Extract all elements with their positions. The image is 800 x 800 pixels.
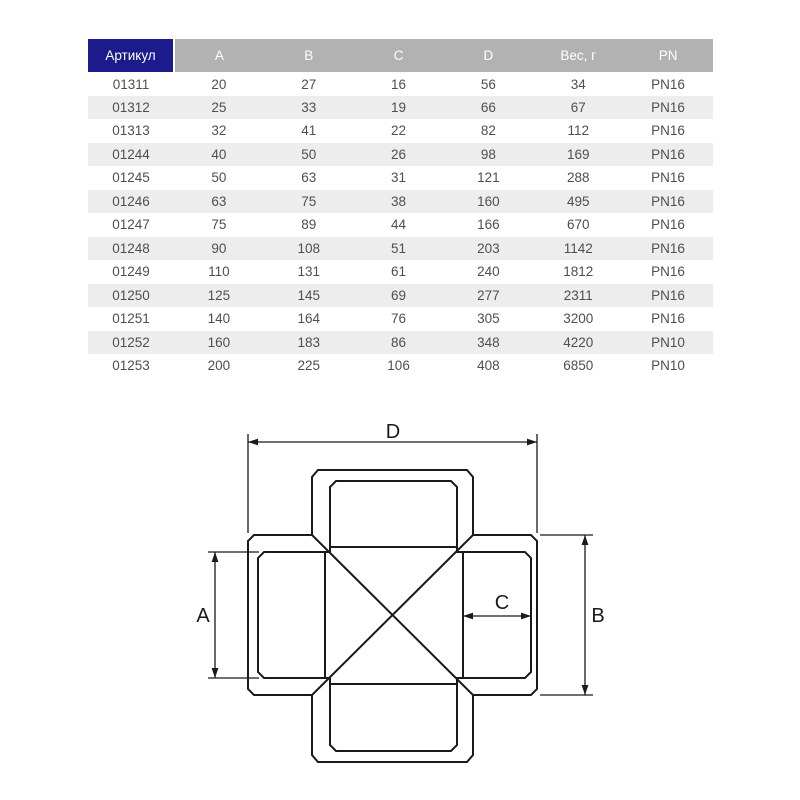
table-cell: 408 (443, 354, 533, 378)
table-cell: 3200 (533, 307, 623, 331)
table-cell: 22 (354, 119, 444, 143)
table-cell: 110 (174, 260, 264, 284)
table-cell: 01313 (88, 119, 174, 143)
table-cell: PN16 (623, 72, 713, 96)
table-cell: 01247 (88, 213, 174, 237)
table-cell: 90 (174, 237, 264, 261)
table-cell: 160 (443, 190, 533, 214)
table-cell: 225 (264, 354, 354, 378)
table-cell: 33 (264, 96, 354, 120)
table-row (88, 72, 713, 96)
table-cell: 106 (354, 354, 444, 378)
table-row (88, 237, 713, 261)
table-row (88, 119, 713, 143)
table-cell: 01311 (88, 72, 174, 96)
table-cell: 01250 (88, 284, 174, 308)
table-cell: 670 (533, 213, 623, 237)
column-header: Вес, г (533, 39, 623, 72)
dimension-b (540, 535, 605, 695)
table-cell: 305 (443, 307, 533, 331)
table-cell: PN10 (623, 354, 713, 378)
table-cell: 4220 (533, 331, 623, 355)
table-cell: 01248 (88, 237, 174, 261)
table-cell: 183 (264, 331, 354, 355)
dimension-d (248, 421, 537, 533)
table-cell: PN16 (623, 237, 713, 261)
right-socket-bore (463, 552, 531, 678)
table-cell: 66 (443, 96, 533, 120)
table-cell: 51 (354, 237, 444, 261)
table-cell: PN10 (623, 331, 713, 355)
table-cell: 108 (264, 237, 354, 261)
table-cell: 44 (354, 213, 444, 237)
table-cell: 61 (354, 260, 444, 284)
table-cell: 160 (174, 331, 264, 355)
table-cell: 34 (533, 72, 623, 96)
table-cell: 69 (354, 284, 444, 308)
table-cell: 240 (443, 260, 533, 284)
table-cell: PN16 (623, 190, 713, 214)
table-cell: 169 (533, 143, 623, 167)
dimension-a-label: A (196, 605, 210, 627)
dimension-a-arrow-bottom (212, 668, 219, 678)
table-cell: 38 (354, 190, 444, 214)
column-header: A (174, 39, 264, 72)
table-cell: 50 (174, 166, 264, 190)
column-header: PN (623, 39, 713, 72)
table-row (88, 307, 713, 331)
dimension-b-arrow-bottom (582, 685, 589, 695)
table-cell: PN16 (623, 96, 713, 120)
table-cell: 01246 (88, 190, 174, 214)
table-row (88, 96, 713, 120)
table-cell: 32 (174, 119, 264, 143)
table-cell: 67 (533, 96, 623, 120)
table-cell: 82 (443, 119, 533, 143)
spec-table-wrap (88, 39, 713, 378)
table-cell: 16 (354, 72, 444, 96)
table-cell: 63 (174, 190, 264, 214)
dimension-c (463, 592, 531, 619)
table-cell: 50 (264, 143, 354, 167)
table-cell: 98 (443, 143, 533, 167)
table-cell: PN16 (623, 166, 713, 190)
table-cell: 125 (174, 284, 264, 308)
table-cell: 25 (174, 96, 264, 120)
table-cell: PN16 (623, 143, 713, 167)
table-cell: 131 (264, 260, 354, 284)
table-row (88, 213, 713, 237)
table-cell: 89 (264, 213, 354, 237)
dimension-d-extension-lines (248, 434, 537, 533)
table-cell: 145 (264, 284, 354, 308)
dimension-d-label: D (385, 421, 401, 443)
dimension-b-label: B (591, 605, 605, 627)
dimension-a-arrow-top (212, 552, 219, 562)
table-cell: 121 (443, 166, 533, 190)
table-cell: 19 (354, 96, 444, 120)
table-cell: 1142 (533, 237, 623, 261)
spec-table (88, 39, 713, 378)
table-cell: 112 (533, 119, 623, 143)
column-header: D (443, 39, 533, 72)
dimension-c-label: C (494, 592, 510, 614)
table-cell: 56 (443, 72, 533, 96)
left-socket-bore (258, 552, 325, 678)
table-cell: 140 (174, 307, 264, 331)
dimension-a (196, 552, 259, 678)
table-cell: 27 (264, 72, 354, 96)
table-cell: PN16 (623, 307, 713, 331)
table-cell: 63 (264, 166, 354, 190)
top-socket-outline (312, 470, 473, 535)
table-cell: 203 (443, 237, 533, 261)
table-cell: PN16 (623, 284, 713, 308)
table-cell: 288 (533, 166, 623, 190)
table-cell: 75 (264, 190, 354, 214)
dimension-c-arrow-left (463, 613, 473, 620)
table-row (88, 190, 713, 214)
table-cell: 01244 (88, 143, 174, 167)
table-row (88, 260, 713, 284)
spec-table-header (88, 39, 713, 72)
table-cell: 41 (264, 119, 354, 143)
top-socket-bore (330, 481, 457, 547)
table-cell: 20 (174, 72, 264, 96)
table-cell: 200 (174, 354, 264, 378)
table-row (88, 331, 713, 355)
table-cell: PN16 (623, 213, 713, 237)
table-cell: 01249 (88, 260, 174, 284)
column-header-article: Артикул (88, 39, 174, 72)
table-cell: 277 (443, 284, 533, 308)
dimension-b-arrow-top (582, 535, 589, 545)
bottom-socket-bore (330, 684, 457, 751)
table-cell: 6850 (533, 354, 623, 378)
table-cell: 75 (174, 213, 264, 237)
dimension-d-arrow-right (527, 439, 537, 446)
column-header: C (354, 39, 444, 72)
dimension-c-arrow-right (521, 613, 531, 620)
table-cell: PN16 (623, 260, 713, 284)
table-cell: 1812 (533, 260, 623, 284)
table-cell: 166 (443, 213, 533, 237)
table-row (88, 143, 713, 167)
intersection-diagonals (312, 535, 473, 695)
table-cell: 01312 (88, 96, 174, 120)
table-cell: 164 (264, 307, 354, 331)
table-row (88, 284, 713, 308)
table-cell: 495 (533, 190, 623, 214)
table-cell: 2311 (533, 284, 623, 308)
table-cell: 86 (354, 331, 444, 355)
column-header: B (264, 39, 354, 72)
table-cell: 348 (443, 331, 533, 355)
spec-table-body (88, 72, 713, 378)
table-row (88, 166, 713, 190)
table-cell: 31 (354, 166, 444, 190)
table-cell: 40 (174, 143, 264, 167)
dimension-d-arrow-left (248, 439, 258, 446)
table-cell: 26 (354, 143, 444, 167)
table-row (88, 354, 713, 378)
table-cell: 01245 (88, 166, 174, 190)
table-cell: 76 (354, 307, 444, 331)
table-cell: 01251 (88, 307, 174, 331)
table-cell: 01253 (88, 354, 174, 378)
table-cell: PN16 (623, 119, 713, 143)
table-cell: 01252 (88, 331, 174, 355)
